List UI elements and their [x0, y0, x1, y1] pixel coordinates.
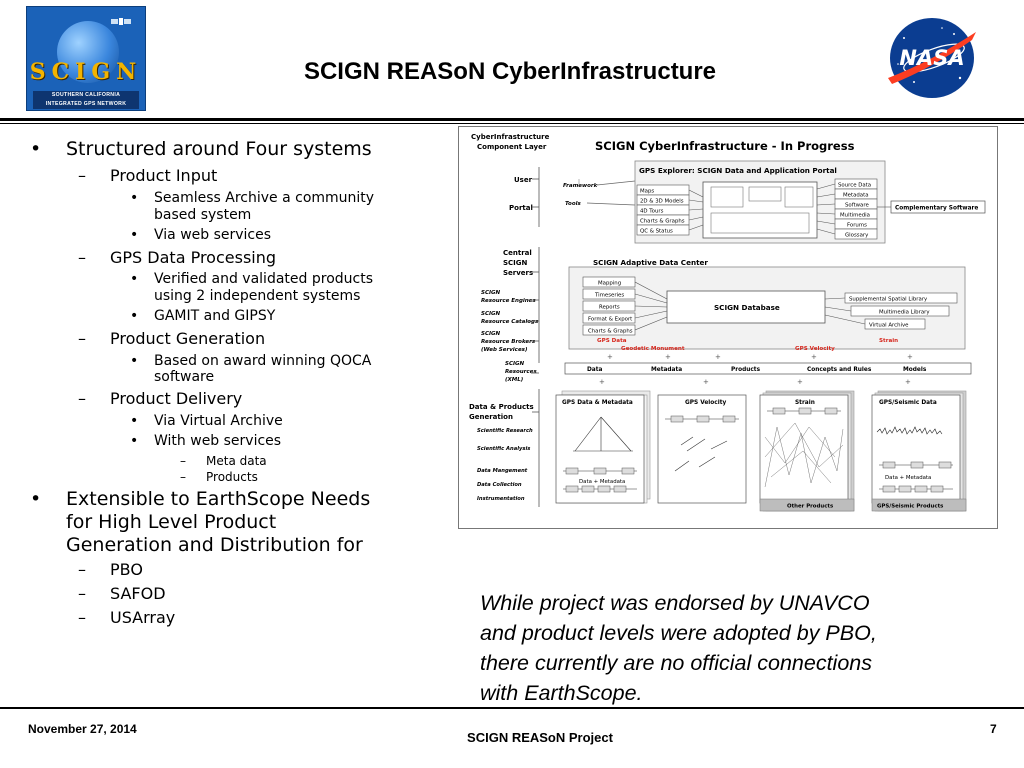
- footer-divider: [0, 707, 1024, 709]
- product-panel: [760, 391, 854, 511]
- nasa-logo: [884, 16, 980, 100]
- note-line: with EarthScope.: [480, 681, 643, 705]
- label-resources-1: SCIGN: [505, 361, 525, 367]
- center-right-item: Virtual Archive: [869, 322, 909, 329]
- label-resources-3: (XML): [505, 377, 524, 383]
- label-framework: Framework: [563, 183, 598, 189]
- bullet-text: Verified and validated products: [154, 271, 373, 287]
- bullet-text: Seamless Archive a community: [154, 190, 375, 206]
- scign-logo-band-line2: INTEGRATED GPS NETWORK: [45, 101, 127, 107]
- panel-footer: GPS/Seismic Products: [877, 503, 944, 510]
- portal-title: GPS Explorer: SCIGN Data and Application Portal: [639, 166, 837, 175]
- svg-text:+: +: [715, 353, 721, 361]
- center-left-item: Format & Export: [588, 316, 633, 323]
- cyberinfrastructure-diagram: [458, 126, 998, 529]
- bullet-text: USArray: [110, 608, 176, 627]
- svg-text:+: +: [797, 378, 803, 386]
- bullet-text: Extensible to EarthScope Needs: [66, 488, 371, 510]
- header-divider-thin: [0, 123, 1024, 124]
- red-label: GPS Data: [597, 338, 627, 344]
- label-management: Data Mangement: [477, 468, 528, 474]
- svg-text:+: +: [607, 353, 613, 361]
- data-center-title: SCIGN Adaptive Data Center: [593, 258, 708, 267]
- bullet-text: using 2 independent systems: [154, 288, 361, 304]
- label-central-1: Central: [503, 249, 532, 257]
- slide-title: SCIGN REASoN CyberInfrastructure: [303, 58, 717, 85]
- footer-project: SCIGN REASoN Project: [467, 730, 613, 745]
- label-resources-2: Resources: [505, 369, 537, 375]
- label-engines-1: SCIGN: [481, 290, 501, 296]
- center-right-item: Supplemental Spatial Library: [849, 296, 928, 303]
- bullet-text: Generation and Distribution for: [66, 534, 363, 556]
- portal-left-item: QC & Status: [640, 228, 673, 235]
- svg-text:+: +: [665, 353, 671, 361]
- resource-item: Data: [587, 367, 603, 373]
- scign-logo-band-line1: SOUTHERN CALIFORNIA: [51, 92, 121, 98]
- bullet-text: software: [154, 369, 215, 385]
- label-catalogs-2: Resource Catalogs: [481, 319, 539, 325]
- center-left-item: Charts & Graphs: [588, 328, 633, 335]
- resource-item: Models: [903, 367, 927, 373]
- note-line: there currently are no official connections: [480, 651, 872, 675]
- product-panel: [658, 395, 746, 503]
- resource-item: Concepts and Rules: [807, 367, 872, 373]
- panel-title: GPS Data & Metadata: [562, 400, 633, 406]
- bullet-text: Based on award winning QOCA: [154, 353, 372, 369]
- label-brokers-1: SCIGN: [481, 331, 501, 337]
- panel-footer: Other Products: [787, 503, 834, 510]
- portal-left-item: 4D Tours: [640, 208, 664, 215]
- header-divider: [0, 118, 1024, 121]
- resource-item: Products: [731, 367, 761, 373]
- label-research: Scientific Research: [477, 428, 533, 434]
- label-tools: Tools: [565, 201, 581, 207]
- bullet-text: Product Generation: [110, 329, 266, 348]
- svg-text:+: +: [905, 378, 911, 386]
- panel-title: Strain: [795, 400, 815, 406]
- red-label: Geodetic Monument: [621, 346, 685, 352]
- center-left-item: Mapping: [598, 280, 622, 287]
- footer-date: November 27, 2014: [28, 722, 137, 736]
- label-instrumentation: Instrumentation: [477, 496, 525, 502]
- bullet-text: Meta data: [206, 454, 267, 468]
- red-label: Strain: [879, 338, 899, 344]
- bullet-text: Product Input: [110, 166, 218, 185]
- bullet-text: Via web services: [154, 227, 272, 243]
- portal-right-item: Forums: [847, 222, 867, 229]
- portal-left-item: Charts & Graphs: [640, 218, 685, 225]
- scign-logo-band: [33, 91, 139, 109]
- center-left-item: Reports: [599, 304, 620, 311]
- satellite-icon: [111, 15, 131, 29]
- complementary-software: Complementary Software: [895, 205, 979, 212]
- bullet-text: PBO: [110, 560, 143, 579]
- portal-left-item: Maps: [640, 188, 655, 195]
- label-central-3: Servers: [503, 269, 534, 277]
- page-number: 7: [990, 722, 997, 736]
- bullet-text: Product Delivery: [110, 389, 243, 408]
- scign-logo: [26, 6, 146, 111]
- diagram-heading: SCIGN CyberInfrastructure - In Progress: [595, 139, 855, 153]
- note-text: [480, 588, 980, 708]
- label-portal: Portal: [509, 204, 533, 212]
- bullet-text: based system: [154, 207, 252, 223]
- product-panel: [872, 391, 966, 511]
- bullet-text: SAFOD: [110, 584, 166, 603]
- label-brokers-3: (Web Services): [481, 347, 528, 353]
- database-label: SCIGN Database: [714, 303, 780, 312]
- portal-right-item: Source Data: [838, 182, 872, 189]
- label-analysis: Scientific Analysis: [477, 446, 531, 452]
- label-collection: Data Collection: [477, 482, 522, 488]
- note-line: and product levels were adopted by PBO,: [480, 621, 877, 645]
- portal-right-item: Multimedia: [840, 212, 870, 219]
- svg-text:+: +: [907, 353, 913, 361]
- bullet-text: GPS Data Processing: [110, 248, 277, 267]
- nasa-logo-text: NASA: [899, 46, 965, 70]
- label-generation-2: Generation: [469, 413, 513, 421]
- portal-right-item: Metadata: [843, 192, 869, 199]
- panel-footer: Data + Metadata: [579, 479, 626, 485]
- scign-logo-letters: SCIGN: [29, 59, 143, 85]
- portal-right-item: Glossary: [845, 232, 869, 239]
- label-generation-1: Data & Products: [469, 403, 534, 411]
- panel-title: GPS/Seismic Data: [879, 400, 937, 406]
- component-layer-line2: Component Layer: [477, 143, 547, 151]
- svg-text:+: +: [599, 378, 605, 386]
- bullet-text: With web services: [154, 433, 282, 449]
- bullet-text: Structured around Four systems: [66, 138, 372, 160]
- label-catalogs-1: SCIGN: [481, 311, 501, 317]
- svg-text:+: +: [811, 353, 817, 361]
- bullet-text: GAMIT and GIPSY: [154, 308, 276, 324]
- center-right-item: Multimedia Library: [879, 309, 930, 316]
- center-left-item: Timeseries: [595, 292, 625, 299]
- bullet-text: Products: [206, 470, 258, 484]
- portal-right-item: Software: [845, 202, 869, 209]
- resource-item: Metadata: [651, 367, 683, 373]
- panel-title: GPS Velocity: [685, 400, 727, 406]
- bullet-text: for High Level Product: [66, 511, 277, 533]
- panel-footer: Data + Metadata: [885, 475, 932, 481]
- red-label: GPS Velocity: [795, 346, 835, 352]
- label-user: User: [514, 176, 533, 184]
- portal-left-item: 2D & 3D Models: [640, 198, 684, 205]
- label-central-2: SCIGN: [503, 259, 528, 267]
- label-engines-2: Resource Engines: [481, 298, 536, 304]
- bullet-text: Via Virtual Archive: [154, 413, 283, 429]
- component-layer-line1: CyberInfrastructure: [471, 133, 550, 141]
- svg-text:+: +: [703, 378, 709, 386]
- note-line: While project was endorsed by UNAVCO: [480, 591, 870, 615]
- label-brokers-2: Resource Brokers: [481, 339, 536, 345]
- product-panel: [556, 391, 650, 503]
